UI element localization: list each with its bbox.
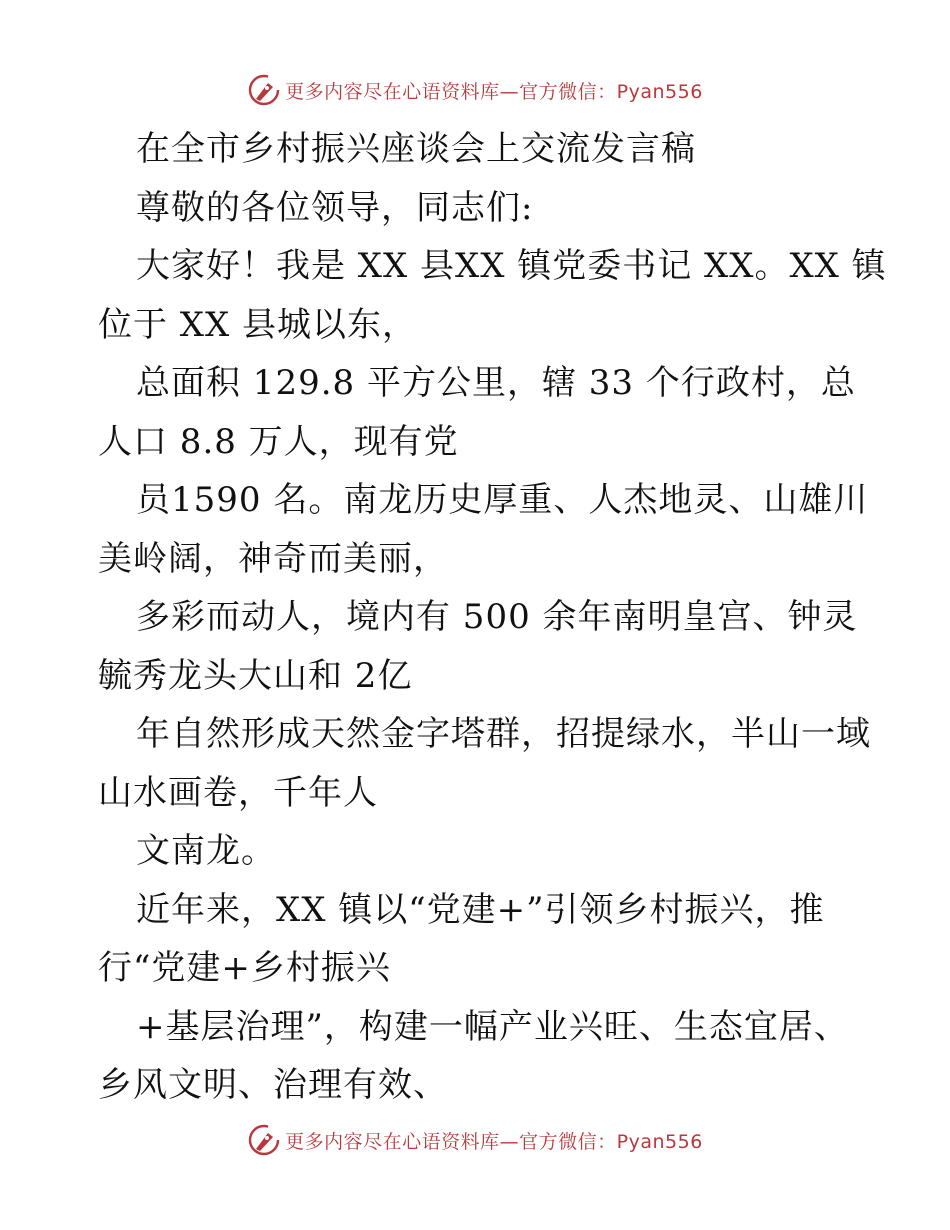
paragraph-line: 文南龙。 (136, 831, 276, 871)
paragraph-line: 行“党建+乡村振兴 (98, 948, 391, 988)
pen-nib-logo-icon (247, 1123, 281, 1157)
salutation: 尊敬的各位领导，同志们: (136, 187, 534, 228)
document-body (98, 120, 887, 1115)
watermark-text: 更多内容尽在心语资料库—官方微信：Pyan556 (285, 1130, 703, 1153)
document-title: 在全市乡村振兴座谈会上交流发言稿 (136, 129, 696, 169)
paragraph-line: 美岭阔，神奇而美丽， (98, 538, 448, 579)
paragraph-line: 人口 8.8 万人，现有党 (98, 421, 459, 462)
paragraph-line: 山水画卷，千年人 (98, 772, 378, 813)
paragraph-line: 多彩而动人，境内有 500 余年南明皇宫、钟灵 (136, 597, 858, 637)
pen-nib-logo-icon (247, 73, 281, 107)
paragraph-line: 员1590 名。南龙历史厚重、人杰地灵、山雄川 (136, 480, 869, 520)
footer-watermark (0, 1120, 950, 1160)
paragraph-line: 位于 XX 县城以东， (98, 304, 418, 345)
paragraph-line: +基层治理”，构建一幅产业兴旺、生态宜居、 (136, 1006, 849, 1047)
paragraph-line: 大家好！我是 XX 县XX 镇党委书记 XX。XX 镇 (136, 246, 887, 286)
watermark-text: 更多内容尽在心语资料库—官方微信：Pyan556 (285, 80, 703, 103)
paragraph-line: 年自然形成天然金字塔群，招提绿水，半山一域 (136, 714, 871, 754)
paragraph-line: 近年来，XX 镇以“党建+”引领乡村振兴，推 (136, 889, 825, 930)
paragraph-line: 乡风文明、治理有效、 (98, 1065, 448, 1105)
paragraph-line: 总面积 129.8 平方公里，辖 33 个行政村，总 (136, 363, 856, 403)
paragraph-line: 毓秀龙头大山和 2亿 (98, 655, 413, 696)
header-watermark (0, 70, 950, 110)
